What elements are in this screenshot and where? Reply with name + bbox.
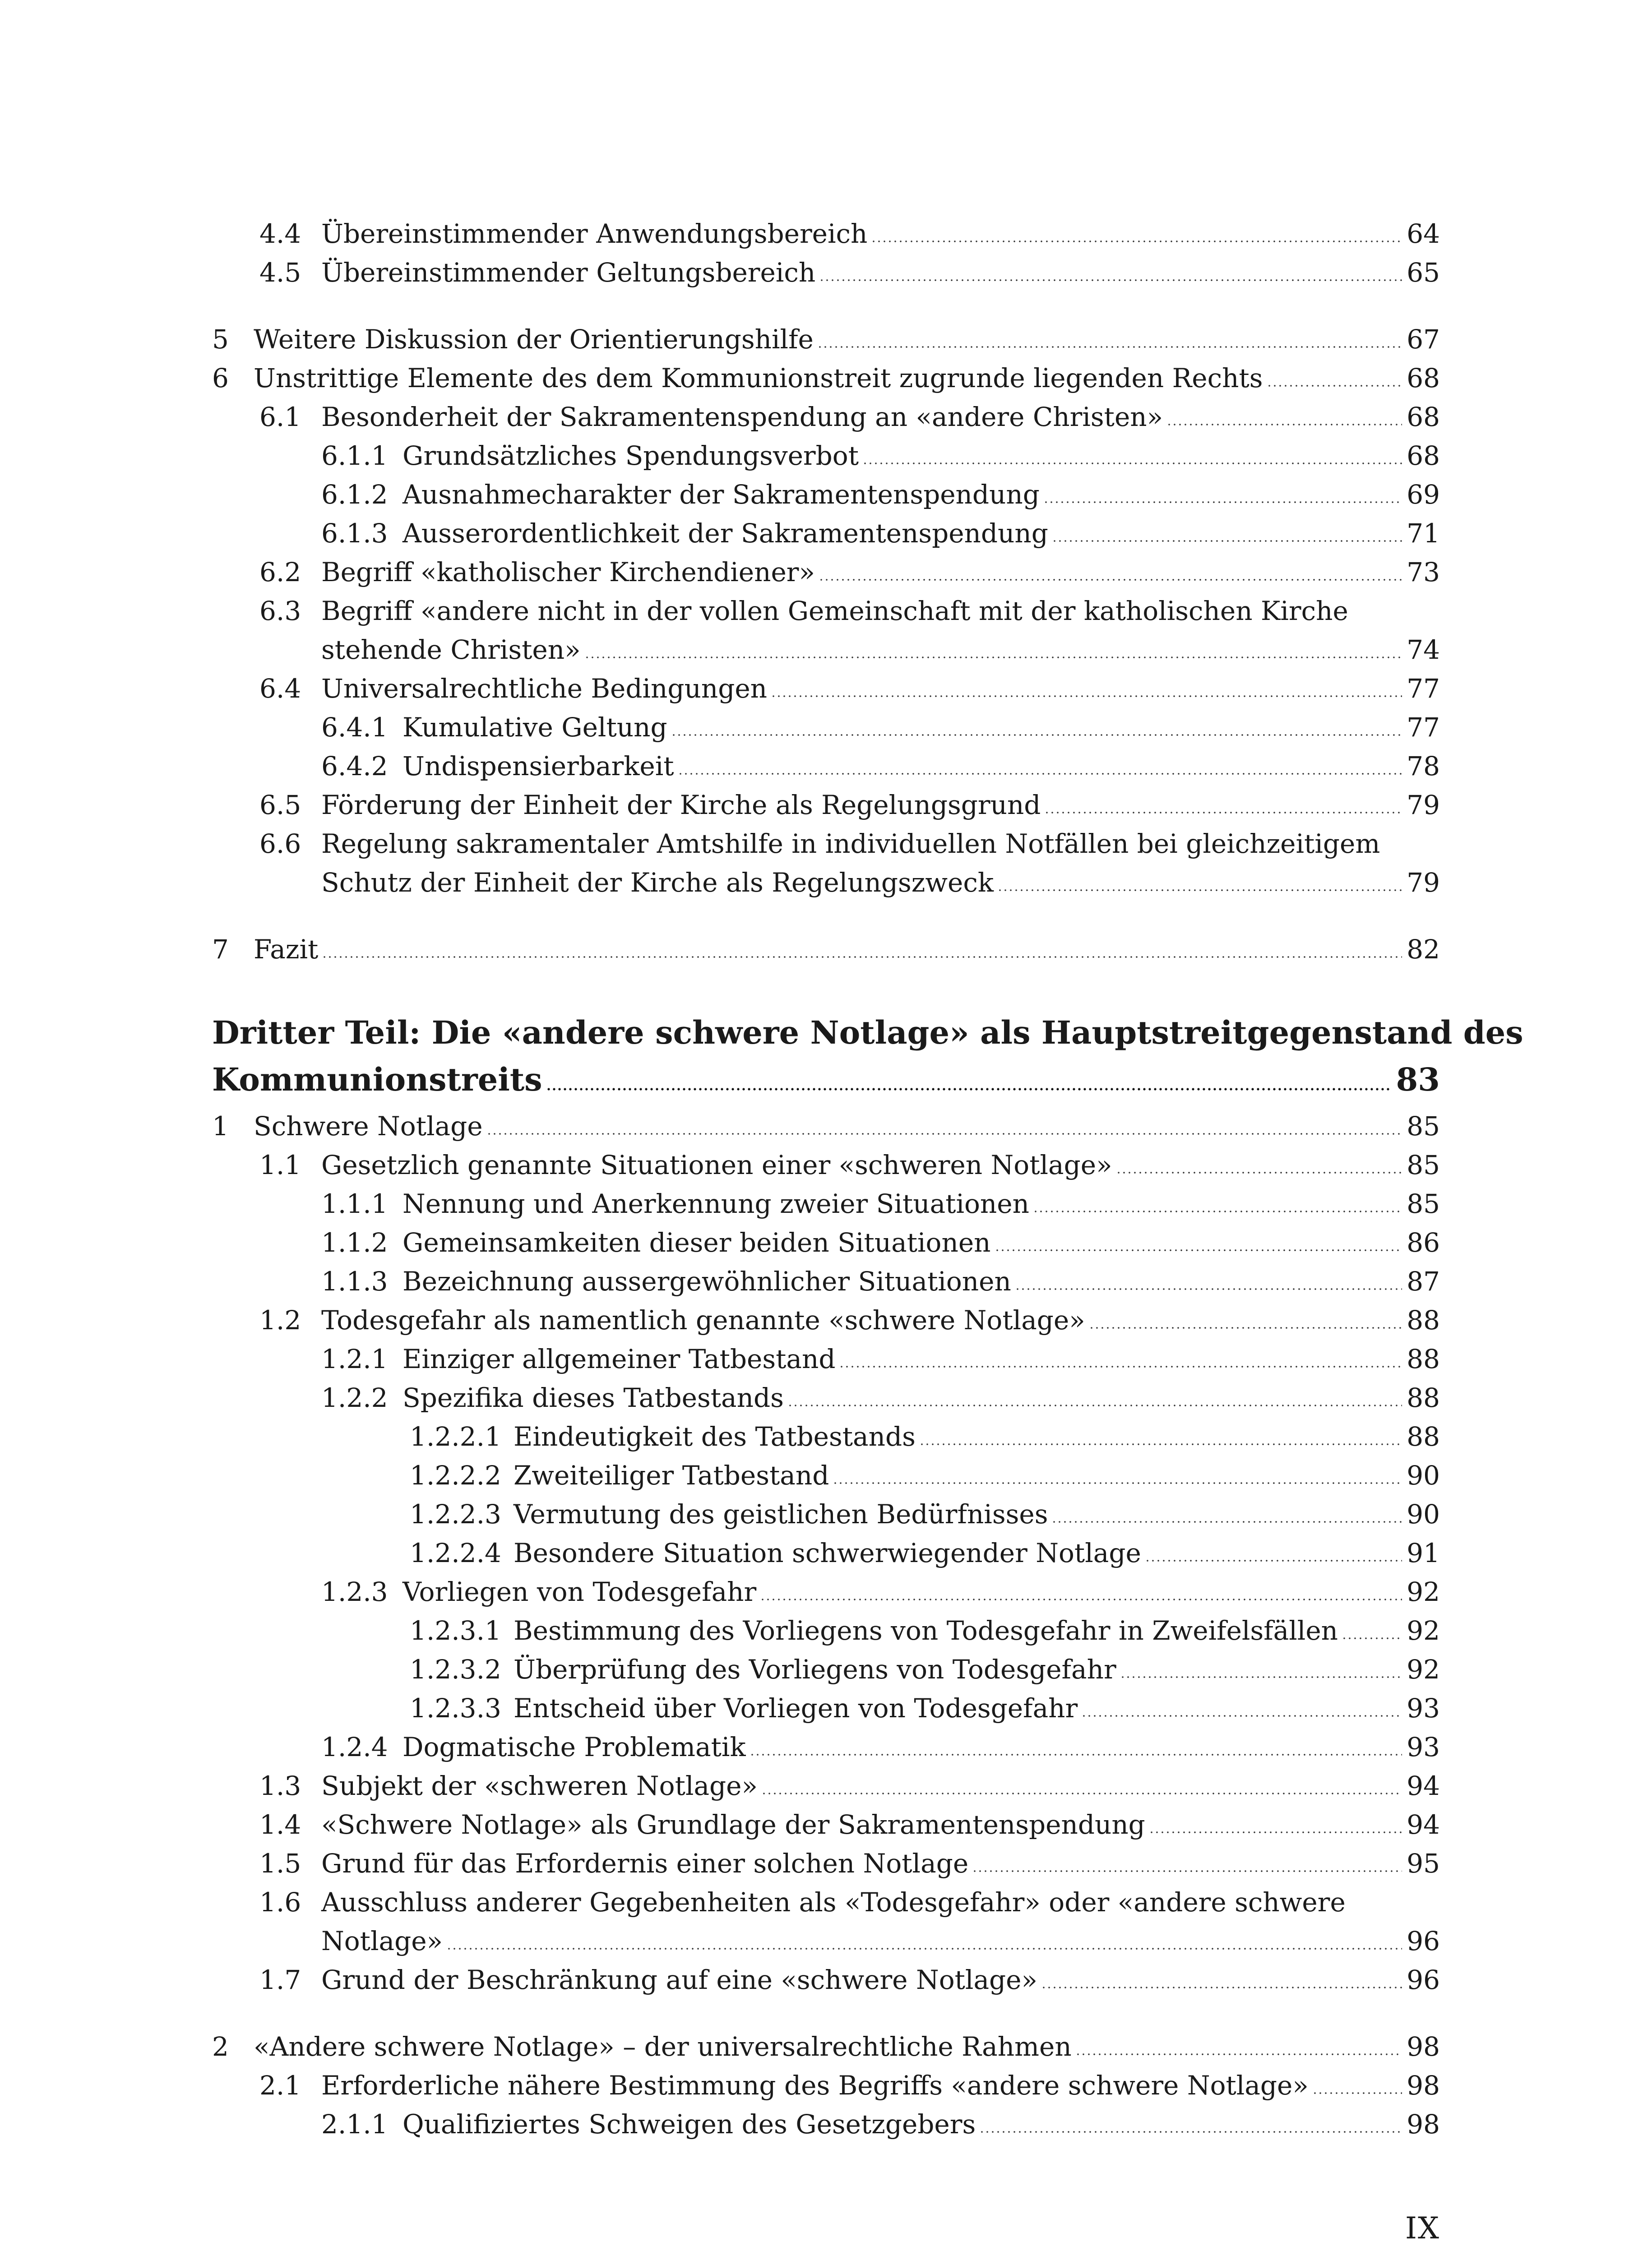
- entry-title: Qualifiziertes Schweigen des Gesetzgebers: [403, 2109, 976, 2140]
- entry-page-number: 88: [1407, 1344, 1440, 1374]
- dot-leader: [546, 1088, 1392, 1091]
- entry-page-number: 96: [1407, 1926, 1440, 1956]
- entry-page-number: 65: [1407, 257, 1440, 288]
- dot-leader: [1342, 1637, 1402, 1640]
- entry-title: Grundsätzliches Spendungsverbot: [403, 440, 859, 471]
- part-heading: Dritter Teil: Die «andere schwere Notlage» als Hauptstreitgegenstand des: [212, 1014, 1523, 1051]
- entry-title: Fazit: [254, 934, 319, 965]
- entry-page-number: 77: [1407, 673, 1440, 704]
- entry-number: 5: [212, 324, 229, 355]
- entry-number: 1.2.2.2: [410, 1460, 501, 1491]
- entry-page-number: 88: [1407, 1421, 1440, 1452]
- entry-title: Schwere Notlage: [254, 1111, 483, 1142]
- dot-leader: [997, 889, 1402, 892]
- entry-title: Unstrittige Elemente des dem Kommunionstreit zugrunde liegenden Rechts: [254, 363, 1263, 393]
- entry-number: 1.2: [259, 1305, 301, 1336]
- entry-number: 6.4.1: [321, 712, 388, 743]
- toc-entry: [321, 553, 1440, 592]
- entry-title: Ausserordentlichkeit der Sakramentenspendung: [403, 518, 1048, 549]
- toc-entry: [514, 1689, 1440, 1728]
- entry-number: 2.1.1: [321, 2109, 388, 2140]
- page-folio: IX: [1405, 2211, 1440, 2246]
- entry-number: 6.6: [259, 828, 301, 859]
- dot-leader: [787, 1404, 1402, 1407]
- entry-page-number: 79: [1407, 867, 1440, 898]
- dot-leader: [1267, 384, 1402, 387]
- toc-entry: [403, 1262, 1440, 1301]
- dot-leader: [486, 1133, 1402, 1135]
- dot-leader: [671, 734, 1402, 736]
- entry-title: Grund für das Erfordernis einer solchen Notlage: [321, 1848, 969, 1879]
- entry-page-number: 88: [1407, 1305, 1440, 1336]
- entry-page-number: 86: [1407, 1227, 1440, 1258]
- dot-leader: [871, 240, 1402, 243]
- toc-entry: [321, 1844, 1440, 1883]
- entry-page-number: 93: [1407, 1732, 1440, 1762]
- entry-number: 7: [212, 934, 229, 965]
- entry-page-number: 64: [1407, 218, 1440, 249]
- entry-number: 1.2.4: [321, 1732, 388, 1762]
- entry-title: Bezeichnung aussergewöhnlicher Situationen: [403, 1266, 1011, 1297]
- entry-title: Begriff «katholischer Kirchendiener»: [321, 557, 815, 587]
- toc-entry: [321, 1805, 1440, 1844]
- entry-page-number: 92: [1407, 1576, 1440, 1607]
- entry-number: 6.4.2: [321, 751, 388, 781]
- entry-page-number: 71: [1407, 518, 1440, 549]
- toc-entry: [403, 2105, 1440, 2144]
- toc-entry: [514, 1650, 1440, 1689]
- entry-page-number: 85: [1407, 1188, 1440, 1219]
- entry-number: 1: [212, 1111, 229, 1142]
- toc-entry: [514, 1456, 1440, 1495]
- toc-entry: [321, 669, 1440, 708]
- entry-number: 6.1.2: [321, 479, 388, 510]
- entry-title: Vermutung des geistlichen Bedürfnisses: [514, 1499, 1048, 1530]
- toc-entry: [403, 1728, 1440, 1766]
- toc-entry: [403, 1378, 1440, 1417]
- entry-title: Einziger allgemeiner Tatbestand: [403, 1344, 836, 1374]
- dot-leader: [1043, 501, 1402, 504]
- dot-leader: [839, 1365, 1402, 1368]
- entry-number: 4.4: [259, 218, 301, 249]
- toc-entry: [403, 475, 1440, 514]
- toc-entry: [514, 1495, 1440, 1534]
- entry-title: Ausschluss anderer Gegebenheiten als «Todesgefahr» oder «andere schwere: [321, 1887, 1346, 1918]
- entry-title: Erforderliche nähere Bestimmung des Begriffs «andere schwere Notlage»: [321, 2070, 1309, 2101]
- entry-page-number: 74: [1407, 634, 1440, 665]
- entry-page-number: 94: [1407, 1771, 1440, 1801]
- entry-title: Undispensierbarkeit: [403, 751, 674, 781]
- dot-leader: [1149, 1831, 1402, 1834]
- entry-title: Universalrechtliche Bedingungen: [321, 673, 768, 704]
- dot-leader: [979, 2131, 1402, 2133]
- dot-leader: [750, 1753, 1402, 1756]
- entry-page-number: 85: [1407, 1111, 1440, 1142]
- entry-title: Eindeutigkeit des Tatbestands: [514, 1421, 916, 1452]
- part-heading-entry: [212, 1056, 1440, 1103]
- toc-entry: [254, 320, 1440, 359]
- entry-title: «Andere schwere Notlage» – der universalrechtliche Rahmen: [254, 2031, 1072, 2062]
- entry-page-number: 90: [1407, 1499, 1440, 1530]
- toc-entry: [321, 398, 1440, 436]
- entry-page-number: 82: [1407, 934, 1440, 965]
- toc-entry: [514, 1534, 1440, 1572]
- entry-number: 6.4: [259, 673, 301, 704]
- entry-title-continued: stehende Christen»: [321, 634, 581, 665]
- entry-title: Subjekt der «schweren Notlage»: [321, 1771, 758, 1801]
- toc-entry: [403, 747, 1440, 786]
- entry-page-number: 68: [1407, 440, 1440, 471]
- entry-number: 6.2: [259, 557, 301, 587]
- entry-page-number: 68: [1407, 363, 1440, 393]
- dot-leader: [972, 1870, 1402, 1872]
- entry-page-number: 87: [1407, 1266, 1440, 1297]
- entry-title: Besonderheit der Sakramentenspendung an «andere Christen»: [321, 402, 1163, 432]
- entry-number: 4.5: [259, 257, 301, 288]
- entry-number: 1.2.3.3: [410, 1693, 501, 1724]
- entry-title: Übereinstimmender Geltungsbereich: [321, 257, 816, 288]
- entry-title: Gesetzlich genannte Situationen einer «schweren Notlage»: [321, 1150, 1112, 1180]
- part-page-number: 83: [1396, 1061, 1440, 1098]
- toc-entry: [403, 1184, 1440, 1223]
- entry-title: Spezifika dieses Tatbestands: [403, 1382, 784, 1413]
- entry-number: 1.2.2.4: [410, 1538, 501, 1568]
- entry-title: Vorliegen von Todesgefahr: [403, 1576, 757, 1607]
- entry-title: Ausnahmecharakter der Sakramentenspendung: [403, 479, 1040, 510]
- entry-page-number: 69: [1407, 479, 1440, 510]
- entry-number: 1.6: [259, 1887, 301, 1918]
- dot-leader: [678, 772, 1402, 775]
- entry-title: Regelung sakramentaler Amtshilfe in individuellen Notfällen bei gleichzeitigem: [321, 828, 1380, 859]
- entry-page-number: 77: [1407, 712, 1440, 743]
- entry-number: 6: [212, 363, 229, 393]
- dot-leader: [1044, 811, 1402, 814]
- entry-title: Dogmatische Problematik: [403, 1732, 746, 1762]
- entry-title: Überprüfung des Vorliegens von Todesgefahr: [514, 1654, 1116, 1685]
- entry-number: 1.1: [259, 1150, 301, 1180]
- toc-entry: [321, 1766, 1440, 1805]
- entry-number: 6.5: [259, 790, 301, 820]
- entry-page-number: 88: [1407, 1382, 1440, 1413]
- dot-leader: [446, 1947, 1402, 1950]
- dot-leader: [761, 1792, 1402, 1795]
- dot-leader: [1052, 540, 1402, 542]
- entry-page-number: 98: [1407, 2070, 1440, 2101]
- entry-title: Bestimmung des Vorliegens von Todesgefahr in Zweifelsfällen: [514, 1615, 1338, 1646]
- dot-leader: [760, 1598, 1402, 1601]
- entry-title-continued: Schutz der Einheit der Kirche als Regelungszweck: [321, 867, 994, 898]
- dot-leader: [819, 578, 1402, 581]
- entry-title: Grund der Beschränkung auf eine «schwere Notlage»: [321, 1965, 1037, 1995]
- dot-leader: [1033, 1210, 1402, 1213]
- entry-page-number: 93: [1407, 1693, 1440, 1724]
- entry-number: 6.1.3: [321, 518, 388, 549]
- toc-entry: [321, 630, 1440, 669]
- entry-number: 1.2.2.3: [410, 1499, 501, 1530]
- entry-title: Besondere Situation schwerwiegender Notlage: [514, 1538, 1141, 1568]
- toc-entry: [321, 1960, 1440, 1999]
- dot-leader: [1116, 1171, 1402, 1174]
- entry-page-number: 95: [1407, 1848, 1440, 1879]
- entry-page-number: 73: [1407, 557, 1440, 587]
- entry-page-number: 91: [1407, 1538, 1440, 1568]
- entry-page-number: 92: [1407, 1654, 1440, 1685]
- entry-number: 1.1.1: [321, 1188, 388, 1219]
- toc-entry: [403, 708, 1440, 747]
- dot-leader: [919, 1443, 1402, 1446]
- entry-number: 1.2.2: [321, 1382, 388, 1413]
- dot-leader: [1145, 1559, 1402, 1562]
- entry-title: Todesgefahr als namentlich genannte «schwere Notlage»: [321, 1305, 1085, 1336]
- entry-page-number: 98: [1407, 2109, 1440, 2140]
- entry-number: 1.1.3: [321, 1266, 388, 1297]
- dot-leader: [1089, 1327, 1402, 1329]
- dot-leader: [833, 1482, 1402, 1484]
- dot-leader: [862, 462, 1402, 465]
- entry-number: 6.1.1: [321, 440, 388, 471]
- toc-entry: [403, 436, 1440, 475]
- entry-page-number: 94: [1407, 1809, 1440, 1840]
- entry-page-number: 98: [1407, 2031, 1440, 2062]
- entry-title: «Schwere Notlage» als Grundlage der Sakramentenspendung: [321, 1809, 1145, 1840]
- part-heading-continued: Kommunionstreits: [212, 1061, 542, 1098]
- entry-page-number: 68: [1407, 402, 1440, 432]
- toc-entry: [403, 1223, 1440, 1262]
- entry-number: 1.2.3.2: [410, 1654, 501, 1685]
- dot-leader: [1120, 1676, 1402, 1678]
- entry-title: Begriff «andere nicht in der vollen Gemeinschaft mit der katholischen Kirche: [321, 596, 1348, 626]
- entry-number: 2: [212, 2031, 229, 2062]
- entry-title: Entscheid über Vorliegen von Todesgefahr: [514, 1693, 1078, 1724]
- dot-leader: [1075, 2053, 1402, 2056]
- entry-number: 1.5: [259, 1848, 301, 1879]
- entry-title: Kumulative Geltung: [403, 712, 667, 743]
- entry-page-number: 96: [1407, 1965, 1440, 1995]
- entry-page-number: 79: [1407, 790, 1440, 820]
- entry-title-continued: Notlage»: [321, 1926, 443, 1956]
- toc-entry: [403, 514, 1440, 553]
- toc-entry: [514, 1611, 1440, 1650]
- dot-leader: [771, 695, 1402, 698]
- toc-entry: [321, 1922, 1440, 1960]
- dot-leader: [995, 1249, 1402, 1252]
- dot-leader: [1041, 1986, 1402, 1989]
- entry-title: Förderung der Einheit der Kirche als Regelungsgrund: [321, 790, 1041, 820]
- entry-title: Weitere Diskussion der Orientierungshilfe: [254, 324, 814, 355]
- entry-number: 1.7: [259, 1965, 301, 1995]
- entry-page-number: 78: [1407, 751, 1440, 781]
- dot-leader: [1015, 1288, 1402, 1290]
- dot-leader: [819, 279, 1402, 282]
- entry-number: 1.1.2: [321, 1227, 388, 1258]
- entry-number: 1.4: [259, 1809, 301, 1840]
- entry-number: 6.3: [259, 596, 301, 626]
- dot-leader: [1312, 2092, 1402, 2094]
- toc-entry: [321, 1146, 1440, 1184]
- entry-number: 6.1: [259, 402, 301, 432]
- entry-number: 1.2.2.1: [410, 1421, 501, 1452]
- toc-entry: [254, 930, 1440, 969]
- dot-leader: [817, 346, 1402, 348]
- entry-title: Nennung und Anerkennung zweier Situationen: [403, 1188, 1029, 1219]
- toc-entry: [254, 1107, 1440, 1146]
- entry-number: 1.2.3.1: [410, 1615, 501, 1646]
- entry-title: Übereinstimmender Anwendungsbereich: [321, 218, 868, 249]
- entry-number: 1.2.1: [321, 1344, 388, 1374]
- toc-entry: [321, 253, 1440, 292]
- toc-entry: [254, 2027, 1440, 2066]
- entry-number: 1.3: [259, 1771, 301, 1801]
- toc-entry: [321, 786, 1440, 824]
- toc-entry: [321, 2066, 1440, 2105]
- dot-leader: [584, 656, 1402, 659]
- entry-number: 1.2.3: [321, 1576, 388, 1607]
- dot-leader: [1051, 1521, 1402, 1523]
- toc-entry: [254, 359, 1440, 398]
- entry-page-number: 85: [1407, 1150, 1440, 1180]
- toc-entry: [321, 214, 1440, 253]
- entry-number: 2.1: [259, 2070, 301, 2101]
- entry-page-number: 90: [1407, 1460, 1440, 1491]
- toc-entry: [514, 1417, 1440, 1456]
- toc-entry: [321, 1301, 1440, 1340]
- entry-title: Zweiteiliger Tatbestand: [514, 1460, 829, 1491]
- toc-entry: [403, 1572, 1440, 1611]
- entry-title: Gemeinsamkeiten dieser beiden Situationen: [403, 1227, 991, 1258]
- toc-entry: [403, 1340, 1440, 1378]
- dot-leader: [1081, 1715, 1402, 1717]
- dot-leader: [322, 956, 1402, 958]
- entry-page-number: 92: [1407, 1615, 1440, 1646]
- dot-leader: [1166, 423, 1402, 426]
- toc-entry: [321, 863, 1440, 902]
- entry-page-number: 67: [1407, 324, 1440, 355]
